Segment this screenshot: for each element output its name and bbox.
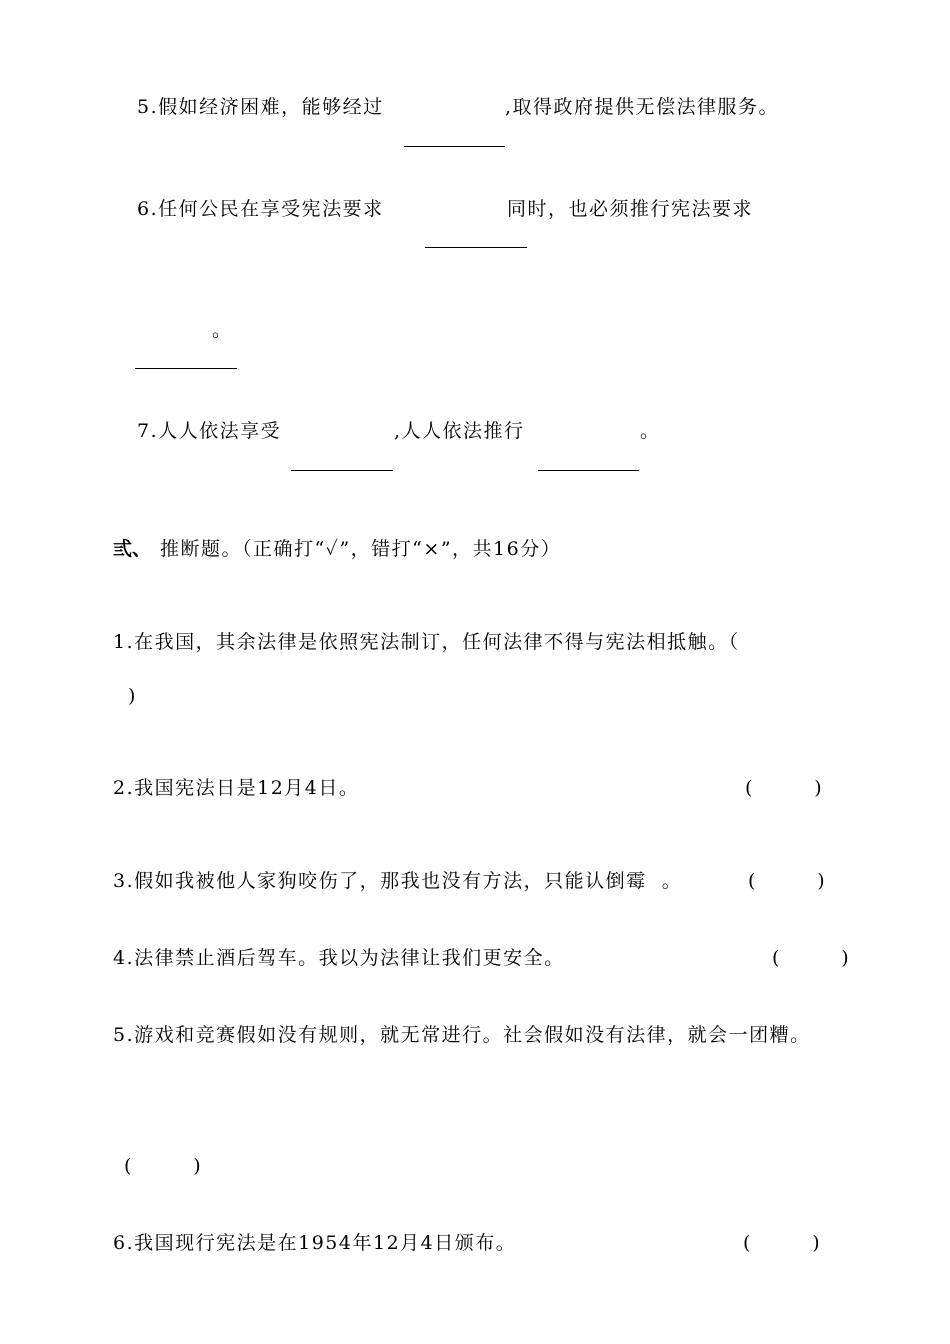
question-7-tail: 。 [640, 420, 661, 442]
judgement-item-6-text: 6.我国现行宪法是在1954年12月4日颁布。 [113, 1232, 517, 1254]
question-6-blank-2[interactable] [135, 368, 237, 369]
question-7-text: 7.人人依法享受 [137, 420, 282, 442]
judgement-item-4-answer-bracket[interactable]: ( ) [772, 947, 851, 969]
judgement-item-1-text: 1.在我国，其余法律是依照宪法制订，任何法律不得与宪法相抵触。（ [113, 631, 740, 653]
judgement-item-1-bracket-close[interactable]: ) [128, 685, 137, 707]
question-6-blank-1[interactable] [425, 247, 527, 248]
question-5-text: 5.假如经济困难，能够经过 [137, 96, 384, 118]
judgement-item-5-text: 5.游戏和竞赛假如没有规则，就无常进行。社会假如没有法律，就会一团糟。 [113, 1024, 811, 1046]
section-number: 弎、 [113, 538, 152, 560]
question-7-blank-1[interactable] [291, 470, 393, 471]
judgement-item-6-answer-bracket[interactable]: ( ) [743, 1232, 822, 1254]
question-7-text-middle: ,人人依法推行 [394, 420, 525, 442]
question-6-text-after: 同时，也必须推行宪法要求 [507, 198, 754, 220]
question-5-blank[interactable] [404, 146, 505, 147]
judgement-item-3-answer-bracket[interactable]: ( ) [748, 870, 827, 892]
question-5-text-after: ,取得政府提供无偿法律服务。 [505, 96, 780, 118]
section-heading: 推断题。（正确打“✓”，错打“×”，共16分） [160, 538, 562, 560]
question-6-tail: 。 [212, 319, 233, 341]
judgement-item-3-text: 3.假如我被他人家狗咬伤了，那我也没有方法，只能认倒霉 。 [113, 870, 683, 892]
question-6-text: 6.任何公民在享受宪法要求 [137, 198, 384, 220]
judgement-item-2-answer-bracket[interactable]: ( ) [745, 777, 824, 799]
judgement-item-4-text: 4.法律禁止酒后驾车。我以为法律让我们更安全。 [113, 947, 565, 969]
judgement-item-2-text: 2.我国宪法日是12月4日。 [113, 777, 360, 799]
question-7-blank-2[interactable] [538, 470, 639, 471]
judgement-item-5-answer-bracket[interactable]: ( ) [124, 1155, 203, 1177]
